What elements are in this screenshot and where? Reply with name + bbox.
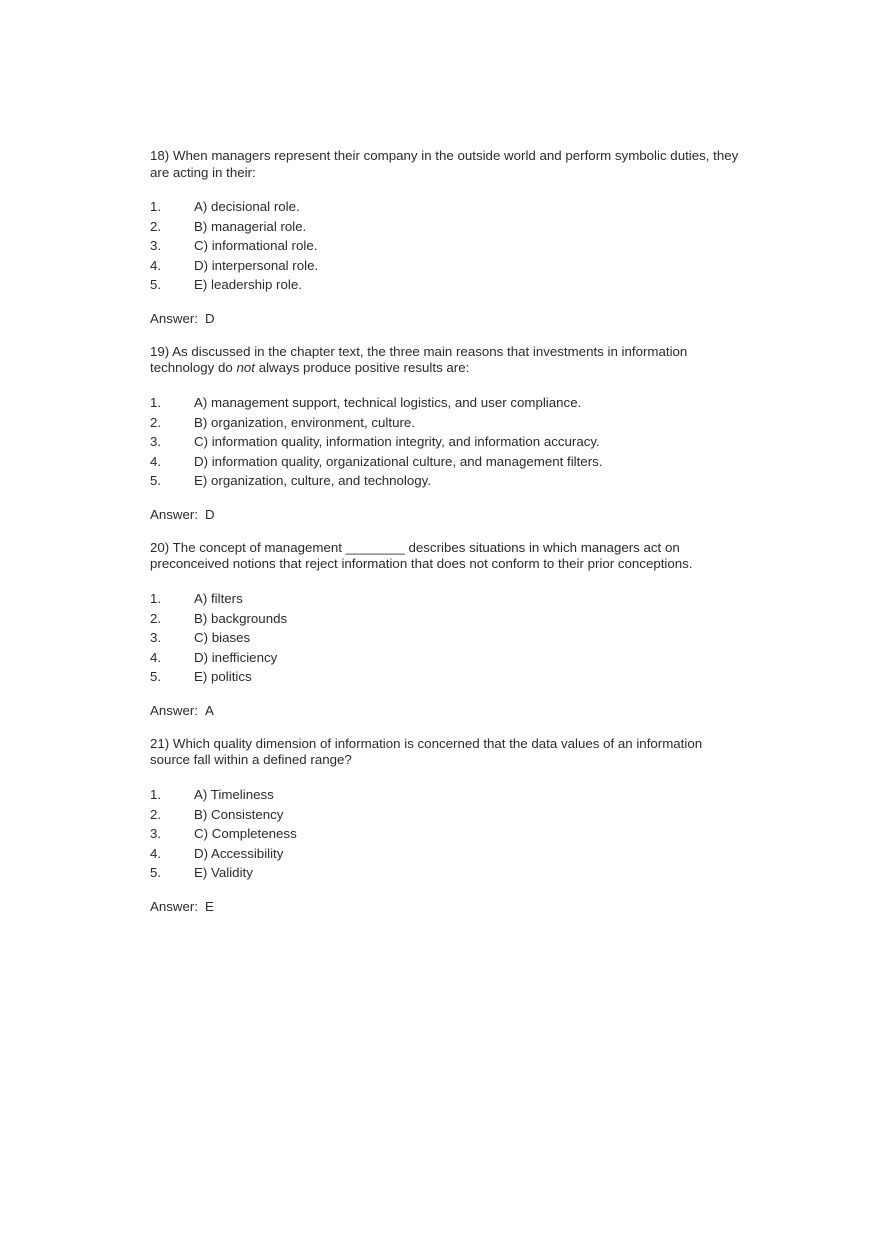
answer-value: D [205, 506, 215, 522]
option-number: 1. [150, 394, 162, 410]
option-item [150, 609, 740, 629]
question-stem [150, 540, 740, 573]
option-text: A) management support, technical logistics, and user compliance. [194, 394, 582, 410]
option-text: D) information quality, organizational culture, and management filters. [194, 453, 603, 469]
option-number: 5. [150, 277, 162, 293]
answer-line [150, 703, 740, 719]
option-number: 2. [150, 218, 162, 234]
option-number: 5. [150, 473, 162, 489]
option-item [150, 863, 740, 883]
option-number: 4. [150, 257, 162, 273]
question-21 [150, 736, 740, 915]
option-text: A) decisional role. [194, 199, 300, 214]
option-number: 1. [150, 786, 162, 802]
option-text: E) organization, culture, and technology. [194, 473, 432, 489]
option-item [150, 197, 740, 217]
option-text: B) managerial role. [194, 218, 307, 234]
answer-value: E [205, 898, 214, 914]
option-number: 1. [150, 590, 162, 606]
option-number: 2. [150, 414, 162, 430]
answer-line [150, 507, 740, 523]
option-text: D) inefficiency [194, 649, 278, 665]
option-item [150, 667, 740, 687]
option-item [150, 217, 740, 237]
option-item [150, 648, 740, 668]
stem-emphasis: not [236, 360, 255, 376]
option-number: 3. [150, 238, 162, 254]
option-list [150, 197, 740, 295]
question-19 [150, 344, 740, 523]
option-list [150, 785, 740, 883]
option-text: C) informational role. [194, 238, 318, 254]
option-list [150, 393, 740, 491]
answer-label: Answer: [150, 506, 199, 522]
option-text: B) organization, environment, culture. [194, 414, 415, 430]
option-text: E) leadership role. [194, 277, 302, 293]
question-stem [150, 148, 740, 181]
option-text: D) Accessibility [194, 845, 284, 861]
option-text: C) biases [194, 630, 251, 646]
stem-text: 21) Which quality dimension of information is concerned that the data values of an information source fall within a defined range? [150, 735, 703, 768]
option-text: A) filters [194, 590, 243, 606]
question-18 [150, 148, 740, 327]
option-number: 2. [150, 610, 162, 626]
option-item [150, 471, 740, 491]
stem-text: 19) As discussed in the chapter text, the three main reasons that investments in information technology do [150, 343, 688, 376]
option-number: 4. [150, 649, 162, 665]
option-number: 3. [150, 826, 162, 842]
answer-line [150, 899, 740, 915]
option-text: E) politics [194, 669, 252, 685]
option-number: 3. [150, 434, 162, 450]
option-text: B) Consistency [194, 806, 284, 822]
option-item [150, 452, 740, 472]
option-item [150, 432, 740, 452]
option-text: C) information quality, information integrity, and information accuracy. [194, 434, 600, 450]
option-item [150, 589, 740, 609]
option-number: 4. [150, 845, 162, 861]
answer-label: Answer: [150, 898, 199, 914]
option-number: 1. [150, 199, 162, 214]
option-item [150, 413, 740, 433]
answer-label: Answer: [150, 310, 199, 326]
question-list [150, 148, 740, 932]
option-text: D) interpersonal role. [194, 257, 319, 273]
option-number: 5. [150, 669, 162, 685]
option-list [150, 589, 740, 687]
stem-text: always produce positive results are: [255, 360, 470, 376]
option-text: B) backgrounds [194, 610, 288, 626]
question-stem [150, 344, 740, 377]
option-item [150, 393, 740, 413]
option-text: C) Completeness [194, 826, 297, 842]
option-item [150, 805, 740, 825]
stem-text: 18) When managers represent their company in the outside world and perform symbolic duties, they are acting in their: [150, 148, 739, 180]
option-item [150, 256, 740, 276]
answer-value: A [205, 702, 214, 718]
option-item [150, 824, 740, 844]
option-item [150, 844, 740, 864]
option-item [150, 628, 740, 648]
option-number: 5. [150, 865, 162, 881]
option-item [150, 275, 740, 295]
option-number: 2. [150, 806, 162, 822]
answer-label: Answer: [150, 702, 199, 718]
stem-text: 20) The concept of management ________ describes situations in which managers act on preconceived notions that reject information that does not conform to their prior conceptions. [150, 539, 693, 572]
option-text: E) Validity [194, 865, 253, 881]
option-text: A) Timeliness [194, 786, 274, 802]
question-20 [150, 540, 740, 719]
answer-line [150, 311, 740, 327]
answer-value: D [205, 310, 215, 326]
option-number: 4. [150, 453, 162, 469]
option-item [150, 785, 740, 805]
option-item [150, 236, 740, 256]
question-stem [150, 736, 740, 769]
option-number: 3. [150, 630, 162, 646]
